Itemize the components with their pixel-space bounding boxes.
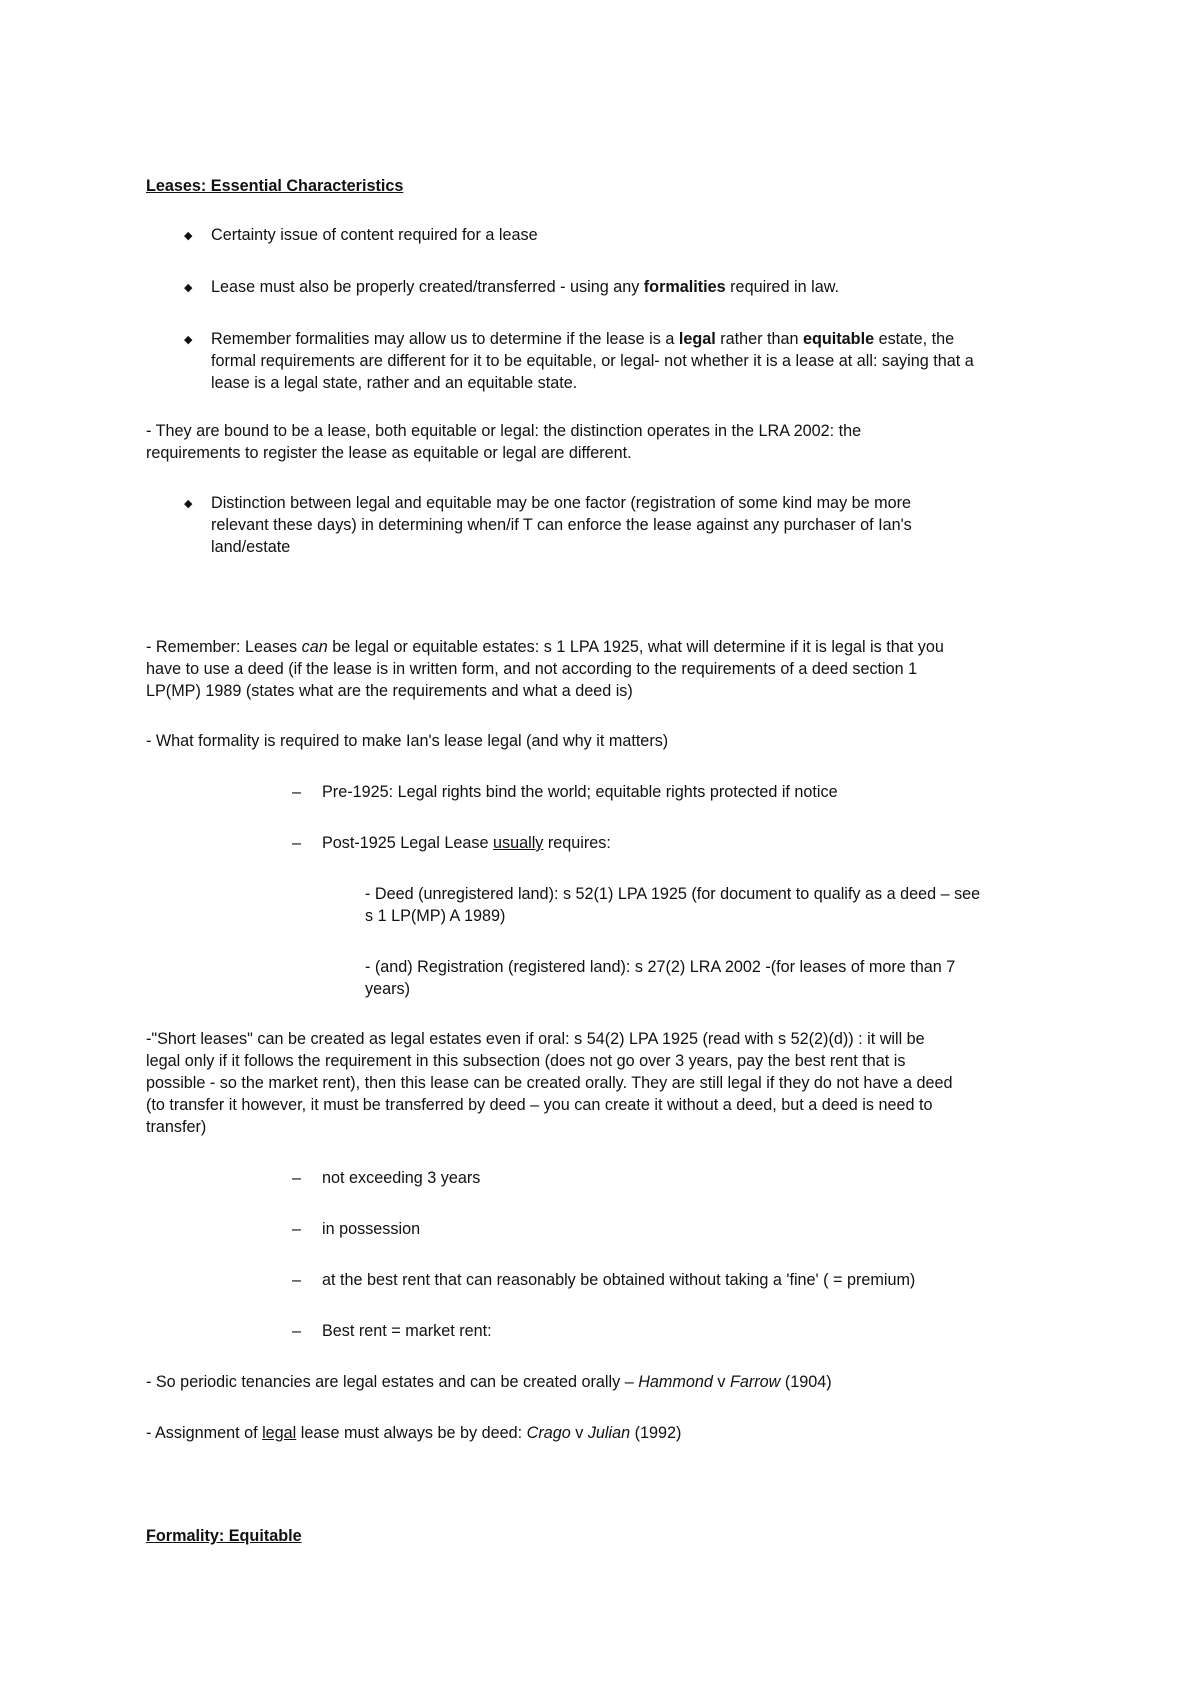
dash-post-1925: Post-1925 Legal Lease usually requires: [322,834,611,852]
dash-marker: – [292,1271,302,1289]
bullet-icon: ◆ [184,282,193,294]
dash-marker: – [292,1169,302,1187]
bullet-icon: ◆ [184,498,193,510]
bullet-icon: ◆ [184,334,193,346]
para-assignment: - Assignment of legal lease must always be by deed: Crago v Julian (1992) [146,1424,682,1442]
para-bound-line2: requirements to register the lease as equitable or legal are different. [146,444,632,462]
dash-marker: – [292,783,302,801]
bullet-distinction-line1: Distinction between legal and equitable may be one factor (registration of some kind may be more [211,494,912,512]
dash-marker: – [292,834,302,852]
bullet-formalities: Lease must also be properly created/transferred - using any formalities required in law. [211,278,840,296]
dash-market-rent: Best rent = market rent: [322,1322,492,1340]
sub-registration-line1: - (and) Registration (registered land): s 27(2) LRA 2002 -(for leases of more than 7 [365,958,956,976]
heading-essential-characteristics: Leases: Essential Characteristics [146,177,404,195]
para-short-leases-line4: (to transfer it however, it must be transferred by deed – you can create it without a deed, but a deed is need to [146,1096,933,1114]
bullet-distinction-line3: land/estate [211,538,291,556]
heading-formality-equitable: Formality: Equitable [146,1527,302,1545]
dash-marker: – [292,1220,302,1238]
para-periodic-tenancies: - So periodic tenancies are legal estates and can be created orally – Hammond v Farrow (1904) [146,1373,832,1391]
para-short-leases-line3: possible - so the market rent), then this lease can be created orally. They are still legal if they do not have a deed [146,1074,953,1092]
para-short-leases-line2: legal only if it follows the requirement in this subsection (does not go over 3 years, pay the best rent that is [146,1052,906,1070]
dash-best-rent-fine: at the best rent that can reasonably be obtained without taking a 'fine' ( = premium) [322,1271,916,1289]
dash-pre-1925: Pre-1925: Legal rights bind the world; equitable rights protected if notice [322,783,838,801]
para-remember-line3: LP(MP) 1989 (states what are the requirements and what a deed is) [146,682,633,700]
para-short-leases-line1: -"Short leases" can be created as legal estates even if oral: s 54(2) LPA 1925 (read with s 52(2)(d)) : it will be [146,1030,925,1048]
para-remember-line1: - Remember: Leases can be legal or equitable estates: s 1 LPA 1925, what will determine if it is legal is that you [146,638,944,656]
bullet-distinction-line2: relevant these days) in determining when/if T can enforce the lease against any purchaser of Ian's [211,516,912,534]
para-what-formality: - What formality is required to make Ian's lease legal (and why it matters) [146,732,669,750]
sub-deed-line1: - Deed (unregistered land): s 52(1) LPA 1925 (for document to qualify as a deed – see [365,885,981,903]
dash-in-possession: in possession [322,1220,421,1238]
bullet-remember-line3: lease is a legal state, rather and an equitable state. [211,374,578,392]
dash-not-exceeding: not exceeding 3 years [322,1169,481,1187]
para-remember-line2: have to use a deed (if the lease is in written form, and not according to the requirements of a deed section 1 [146,660,918,678]
sub-registration-line2: years) [365,980,410,998]
bullet-icon: ◆ [184,230,193,242]
bullet-remember-line2: formal requirements are different for it to be equitable, or legal- not whether it is a lease at all: saying that a [211,352,974,370]
sub-deed-line2: s 1 LP(MP) A 1989) [365,907,506,925]
dash-marker: – [292,1322,302,1340]
para-bound-line1: - They are bound to be a lease, both equitable or legal: the distinction operates in the LRA 2002: the [146,422,862,440]
bullet-certainty: Certainty issue of content required for a lease [211,226,538,244]
para-short-leases-line5: transfer) [146,1118,207,1136]
bullet-remember-line1: Remember formalities may allow us to determine if the lease is a legal rather than equitable estate, the [211,330,955,348]
